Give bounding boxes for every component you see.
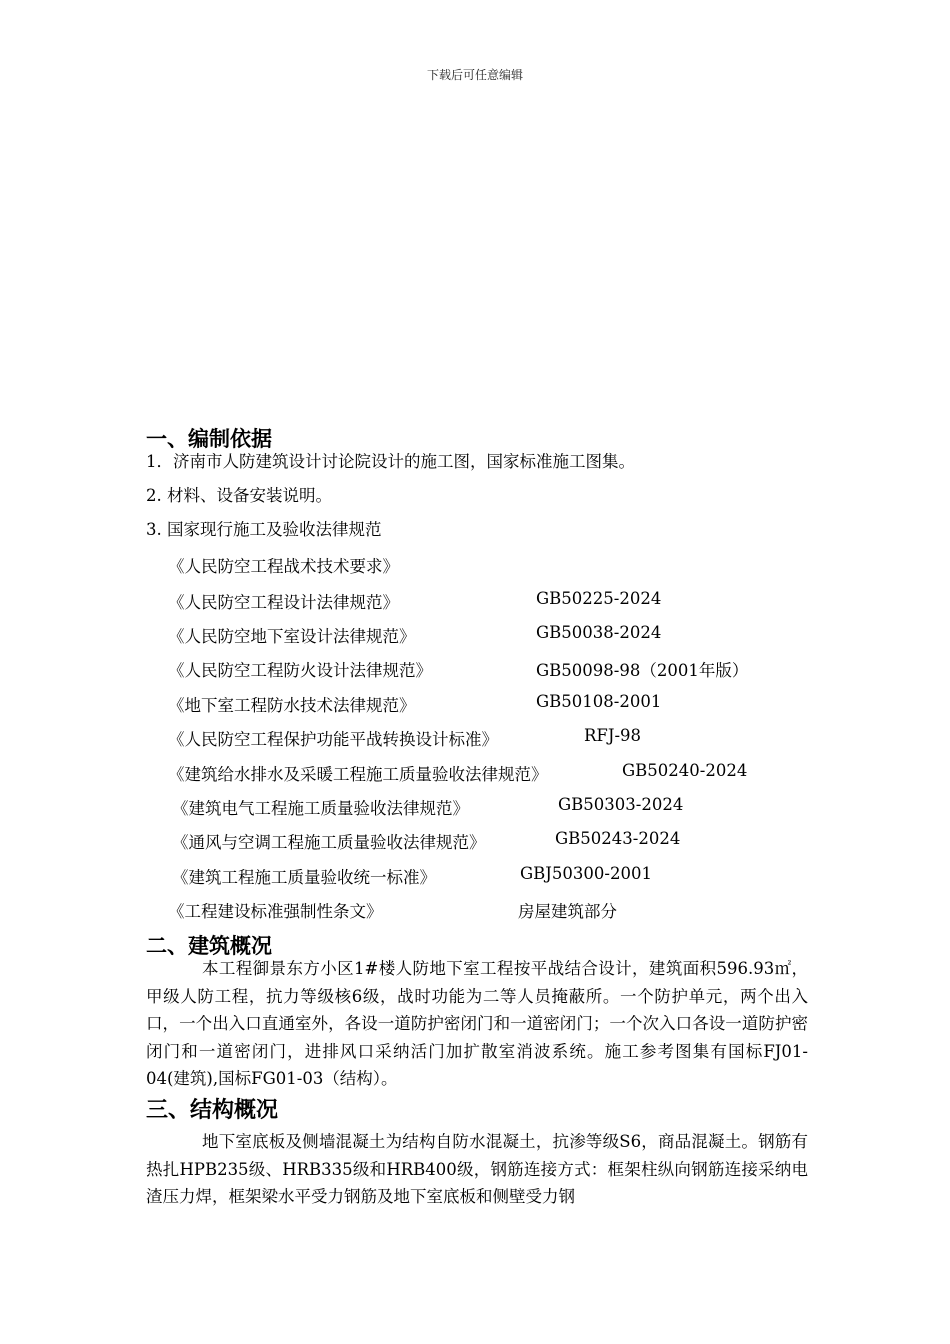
standard-code: GB50243-2024 — [555, 829, 681, 848]
section-2-heading: 二、建筑概况 — [146, 934, 272, 958]
standard-code: RFJ-98 — [584, 726, 642, 745]
standard-title: 《地下室工程防水技术法律规范》 — [168, 696, 416, 715]
standard-code: GB50240-2024 — [622, 761, 748, 780]
standard-title: 《人民防空工程防火设计法律规范》 — [168, 661, 432, 680]
standard-code: GB50225-2024 — [536, 589, 662, 608]
standard-title: 《建筑给水排水及采暖工程施工质量验收法律规范》 — [168, 765, 548, 784]
standard-title: 《人民防空工程保护功能平战转换设计标准》 — [168, 730, 498, 749]
building-overview-paragraph: 本工程御景东方小区1#楼人防地下室工程按平战结合设计，建筑面积596.93㎡，甲级人防工程，抗力等级核6级，战时功能为二等人员掩蔽所。一个防护单元，两个出入口，一个出入口直通室外，各设一道防护密闭门和一道密闭门；一个次入口各设一道防护密闭门和一道密闭门，进排风口采纳活门加扩散室消波系统。施工参考图集有国标FJ01-04(建筑),国标FG01-03（结构）。 — [146, 959, 808, 1088]
standard-title: 《人民防空工程设计法律规范》 — [168, 593, 399, 612]
basis-item-3: 3. 国家现行施工及验收法律规范 — [146, 520, 382, 539]
section-1-heading: 一、编制依据 — [146, 427, 272, 451]
standard-code: GB50303-2024 — [558, 795, 684, 814]
standard-title: 《通风与空调工程施工质量验收法律规范》 — [172, 833, 486, 852]
standard-title: 《建筑工程施工质量验收统一标准》 — [172, 868, 436, 887]
standard-title: 《人民防空地下室设计法律规范》 — [168, 627, 416, 646]
standard-code: GBJ50300-2001 — [520, 864, 652, 883]
page-header-note: 下载后可任意编辑 — [426, 68, 523, 82]
basis-item-2: 2. 材料、设备安装说明。 — [146, 486, 332, 505]
standard-title: 《工程建设标准强制性条文》 — [168, 902, 383, 921]
standard-title: 《人民防空工程战术技术要求》 — [168, 557, 399, 576]
standard-code: GB50108-2001 — [536, 692, 662, 711]
structure-overview-paragraph: 地下室底板及侧墙混凝土为结构自防水混凝土，抗渗等级S6，商品混凝土。钢筋有热扎HPB235级、HRB335级和HRB400级，钢筋连接方式：框架柱纵向钢筋连接采纳电渣压力焊，框架梁水平受力钢筋及地下室底板和侧壁受力钢 — [146, 1132, 808, 1206]
standard-code: GB50038-2024 — [536, 623, 662, 642]
basis-item-1: 1．济南市人防建筑设计讨论院设计的施工图，国家标准施工图集。 — [146, 452, 635, 471]
standard-code: 房屋建筑部分 — [518, 902, 617, 921]
section-3-heading: 三、结构概况 — [146, 1098, 279, 1123]
standard-code: GB50098-98（2001年版） — [536, 661, 749, 680]
standard-title: 《建筑电气工程施工质量验收法律规范》 — [172, 799, 469, 818]
